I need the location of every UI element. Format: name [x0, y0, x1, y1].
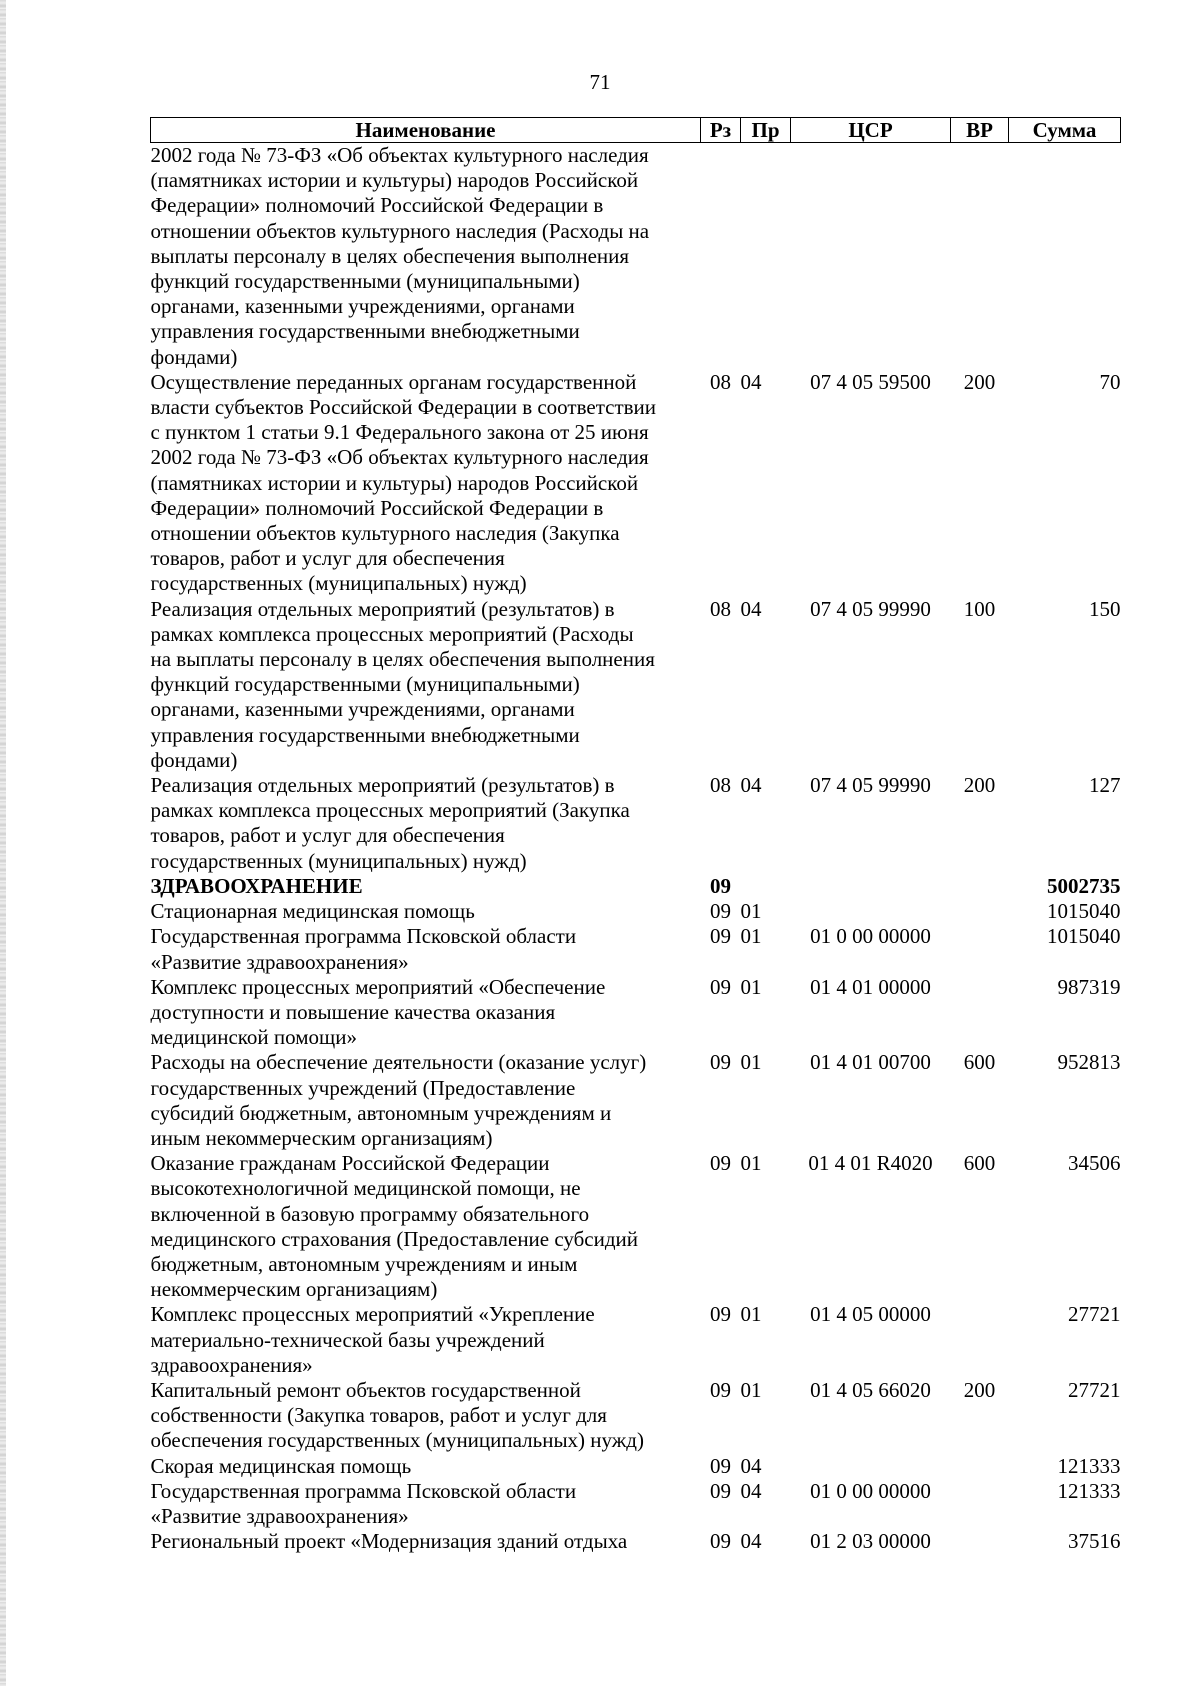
- table-row: [151, 975, 1121, 1051]
- header-vr: ВР: [951, 118, 1009, 143]
- name-line: функций государственными (муниципальными): [150, 672, 580, 697]
- name-line: фондами): [150, 344, 238, 369]
- cell-name: [151, 370, 701, 597]
- name-line: субсидий бюджетным, автономным учреждениям и: [150, 1100, 612, 1125]
- table-row: [151, 597, 1121, 773]
- name-line: здравоохранения»: [150, 1352, 313, 1377]
- cell-name: [151, 1529, 701, 1554]
- cell-csr: 01 0 00 00000: [810, 924, 931, 949]
- cell-sum: 150: [1089, 596, 1121, 621]
- name-line: медицинской помощи»: [150, 1025, 357, 1050]
- name-line: Скорая медицинская помощь: [150, 1453, 412, 1478]
- cell-pr: 01: [740, 974, 762, 999]
- cell-name: [151, 1151, 701, 1302]
- name-line: Региональный проект «Модернизация зданий отдыха: [150, 1529, 628, 1554]
- cell-vr: [951, 1454, 1009, 1479]
- cell-name: [151, 899, 701, 924]
- cell-name: [151, 1050, 701, 1151]
- cell-sum: 987319: [1057, 974, 1121, 999]
- name-line: Реализация отдельных мероприятий (результатов) в: [150, 773, 615, 798]
- cell-vr: 600: [963, 1151, 996, 1176]
- table-header-row: [151, 118, 1121, 143]
- cell-vr: 200: [963, 369, 996, 394]
- name-line: Осуществление переданных органам государственной: [150, 369, 637, 394]
- cell-pr: 04: [740, 773, 762, 798]
- name-line: бюджетным, автономным учреждениям и иным: [150, 1251, 578, 1276]
- table-row: [151, 1378, 1121, 1454]
- cell-pr: 04: [740, 596, 762, 621]
- name-line: фондами): [150, 747, 238, 772]
- name-line: ЗДРАВООХРАНЕНИЕ: [150, 873, 363, 898]
- cell-rz: 09: [710, 1050, 731, 1075]
- cell-sum: 1015040: [1047, 899, 1121, 924]
- cell-rz: 09: [710, 899, 731, 924]
- name-line: Капитальный ремонт объектов государственной: [150, 1377, 581, 1402]
- name-line: власти субъектов Российской Федерации в соответствии: [150, 395, 657, 420]
- cell-csr: 01 0 00 00000: [810, 1478, 931, 1503]
- cell-rz: [701, 143, 741, 370]
- cell-csr: [791, 874, 951, 899]
- cell-csr: 01 4 05 00000: [810, 1302, 931, 1327]
- cell-sum: 127: [1089, 773, 1121, 798]
- name-line: «Развитие здравоохранения»: [150, 1503, 409, 1528]
- cell-csr: 07 4 05 59500: [810, 369, 931, 394]
- header-rz: Рз: [701, 118, 741, 143]
- cell-csr: [791, 899, 951, 924]
- cell-rz: 09: [710, 1478, 731, 1503]
- table-row: [151, 1302, 1121, 1378]
- cell-csr: 07 4 05 99990: [810, 773, 931, 798]
- cell-rz: 08: [710, 773, 731, 798]
- budget-table: [150, 117, 1121, 1554]
- cell-name: [151, 975, 701, 1051]
- cell-sum: 34506: [1068, 1151, 1121, 1176]
- name-line: рамках комплекса процессных мероприятий (Закупка: [150, 798, 630, 823]
- name-line: товаров, работ и услуг для обеспечения: [150, 823, 505, 848]
- cell-pr: [741, 143, 791, 370]
- name-line: государственных (муниципальных) нужд): [150, 571, 527, 596]
- cell-vr: 600: [963, 1050, 996, 1075]
- cell-sum: 5002735: [1047, 873, 1121, 898]
- scan-edge: [0, 0, 6, 1686]
- cell-rz: 08: [710, 596, 731, 621]
- cell-vr: 100: [963, 596, 996, 621]
- cell-csr: 07 4 05 99990: [810, 596, 931, 621]
- name-line: некоммерческим организациям): [150, 1277, 438, 1302]
- name-line: доступности и повышение качества оказания: [150, 999, 556, 1024]
- table-row: [151, 924, 1121, 974]
- name-line: на выплаты персоналу в целях обеспечения выполнения: [150, 647, 655, 672]
- name-line: управления государственными внебюджетными: [150, 319, 580, 344]
- name-line: управления государственными внебюджетными: [150, 722, 580, 747]
- cell-csr: 01 4 05 66020: [810, 1377, 931, 1402]
- table-row: [151, 1529, 1121, 1554]
- table-row: [151, 1050, 1121, 1151]
- cell-name: [151, 1378, 701, 1454]
- cell-vr: [951, 143, 1009, 370]
- name-line: Государственная программа Псковской области: [150, 924, 577, 949]
- name-line: Государственная программа Псковской области: [150, 1478, 577, 1503]
- page-number: 71: [589, 70, 611, 94]
- cell-csr: 01 4 01 00000: [810, 974, 931, 999]
- name-line: высокотехнологичной медицинской помощи, не: [150, 1176, 581, 1201]
- name-line: (памятниках истории и культуры) народов Российской: [150, 470, 639, 495]
- cell-rz: 09: [710, 1453, 731, 1478]
- cell-csr: 01 4 01 00700: [810, 1050, 931, 1075]
- cell-sum: 27721: [1068, 1377, 1121, 1402]
- cell-sum: [1009, 143, 1121, 370]
- cell-name: [151, 773, 701, 874]
- cell-pr: 01: [740, 1050, 762, 1075]
- name-line: Комплекс процессных мероприятий «Укрепление: [150, 1302, 595, 1327]
- cell-name: [151, 143, 701, 370]
- cell-pr: 04: [740, 1529, 762, 1554]
- cell-sum: 952813: [1057, 1050, 1121, 1075]
- cell-sum: 1015040: [1047, 924, 1121, 949]
- cell-rz: 09: [710, 974, 731, 999]
- cell-rz: 09: [710, 924, 731, 949]
- cell-pr: 01: [740, 1377, 762, 1402]
- name-line: материально-технической базы учреждений: [150, 1327, 545, 1352]
- cell-csr: 01 4 01 R4020: [808, 1151, 933, 1176]
- name-line: собственности (Закупка товаров, работ и услуг для: [150, 1403, 607, 1428]
- table-row: [151, 773, 1121, 874]
- name-line: государственных (муниципальных) нужд): [150, 848, 527, 873]
- cell-rz: 09: [710, 1529, 731, 1554]
- table-row: [151, 899, 1121, 924]
- name-line: 2002 года № 73-ФЗ «Об объектах культурного наследия: [150, 445, 649, 470]
- cell-pr: 01: [740, 924, 762, 949]
- name-line: (памятниках истории и культуры) народов Российской: [150, 168, 639, 193]
- table-row: [151, 874, 1121, 899]
- cell-sum: 70: [1099, 369, 1121, 394]
- cell-name: [151, 1454, 701, 1479]
- name-line: иным некоммерческим организациям): [150, 1125, 493, 1150]
- header-sum: Сумма: [1009, 118, 1121, 143]
- cell-pr: 04: [740, 369, 762, 394]
- cell-vr: [951, 975, 1009, 1051]
- cell-rz: 09: [710, 873, 731, 898]
- cell-rz: 09: [710, 1151, 731, 1176]
- name-line: органами, казенными учреждениями, органами: [150, 294, 575, 319]
- header-name: Наименование: [151, 118, 701, 143]
- cell-name: [151, 1479, 701, 1529]
- cell-vr: [951, 1302, 1009, 1378]
- name-line: Стационарная медицинская помощь: [150, 899, 475, 924]
- name-line: рамках комплекса процессных мероприятий (Расходы: [150, 621, 634, 646]
- cell-pr: 01: [740, 899, 762, 924]
- cell-name: [151, 597, 701, 773]
- name-line: Расходы на обеспечение деятельности (оказание услуг): [150, 1050, 647, 1075]
- name-line: с пунктом 1 статьи 9.1 Федерального закона от 25 июня: [150, 420, 649, 445]
- cell-vr: 200: [963, 773, 996, 798]
- name-line: выплаты персоналу в целях обеспечения выполнения: [150, 243, 630, 268]
- cell-rz: 09: [710, 1302, 731, 1327]
- name-line: Реализация отдельных мероприятий (результатов) в: [150, 596, 615, 621]
- cell-rz: 09: [710, 1377, 731, 1402]
- cell-pr: 04: [740, 1478, 762, 1503]
- name-line: отношении объектов культурного наследия (Расходы на: [150, 218, 650, 243]
- cell-csr: [791, 143, 951, 370]
- name-line: отношении объектов культурного наследия (Закупка: [150, 521, 620, 546]
- cell-sum: 121333: [1057, 1478, 1121, 1503]
- table-body: [151, 143, 1121, 1555]
- cell-sum: 121333: [1057, 1453, 1121, 1478]
- name-line: Комплекс процессных мероприятий «Обеспечение: [150, 974, 606, 999]
- cell-vr: 200: [963, 1377, 996, 1402]
- name-line: включенной в базовую программу обязательного: [150, 1201, 590, 1226]
- cell-sum: 27721: [1068, 1302, 1121, 1327]
- cell-csr: [791, 1454, 951, 1479]
- name-line: 2002 года № 73-ФЗ «Об объектах культурного наследия: [150, 143, 649, 167]
- name-line: государственных учреждений (Предоставление: [150, 1075, 576, 1100]
- cell-vr: [951, 899, 1009, 924]
- cell-pr: 04: [740, 1453, 762, 1478]
- cell-pr: 01: [740, 1151, 762, 1176]
- name-line: Федерации» полномочий Российской Федерации в: [150, 193, 604, 218]
- table-row: [151, 1454, 1121, 1479]
- name-line: товаров, работ и услуг для обеспечения: [150, 546, 505, 571]
- cell-vr: [951, 874, 1009, 899]
- cell-vr: [951, 1479, 1009, 1529]
- name-line: органами, казенными учреждениями, органами: [150, 697, 575, 722]
- table-row: [151, 370, 1121, 597]
- name-line: Федерации» полномочий Российской Федерации в: [150, 495, 604, 520]
- table-row: [151, 1479, 1121, 1529]
- name-line: Оказание гражданам Российской Федерации: [150, 1151, 550, 1176]
- cell-name: [151, 874, 701, 899]
- name-line: «Развитие здравоохранения»: [150, 949, 409, 974]
- cell-name: [151, 1302, 701, 1378]
- header-pr: Пр: [741, 118, 791, 143]
- cell-name: [151, 924, 701, 974]
- table-row: [151, 143, 1121, 370]
- cell-pr: [741, 874, 791, 899]
- table-row: [151, 1151, 1121, 1302]
- cell-rz: 08: [710, 369, 731, 394]
- name-line: обеспечения государственных (муниципальных) нужд): [150, 1428, 644, 1453]
- cell-vr: [951, 1529, 1009, 1554]
- cell-csr: 01 2 03 00000: [810, 1529, 931, 1554]
- cell-vr: [951, 924, 1009, 974]
- cell-pr: 01: [740, 1302, 762, 1327]
- name-line: функций государственными (муниципальными): [150, 269, 580, 294]
- cell-sum: 37516: [1068, 1529, 1121, 1554]
- name-line: медицинского страхования (Предоставление субсидий: [150, 1226, 639, 1251]
- header-csr: ЦСР: [791, 118, 951, 143]
